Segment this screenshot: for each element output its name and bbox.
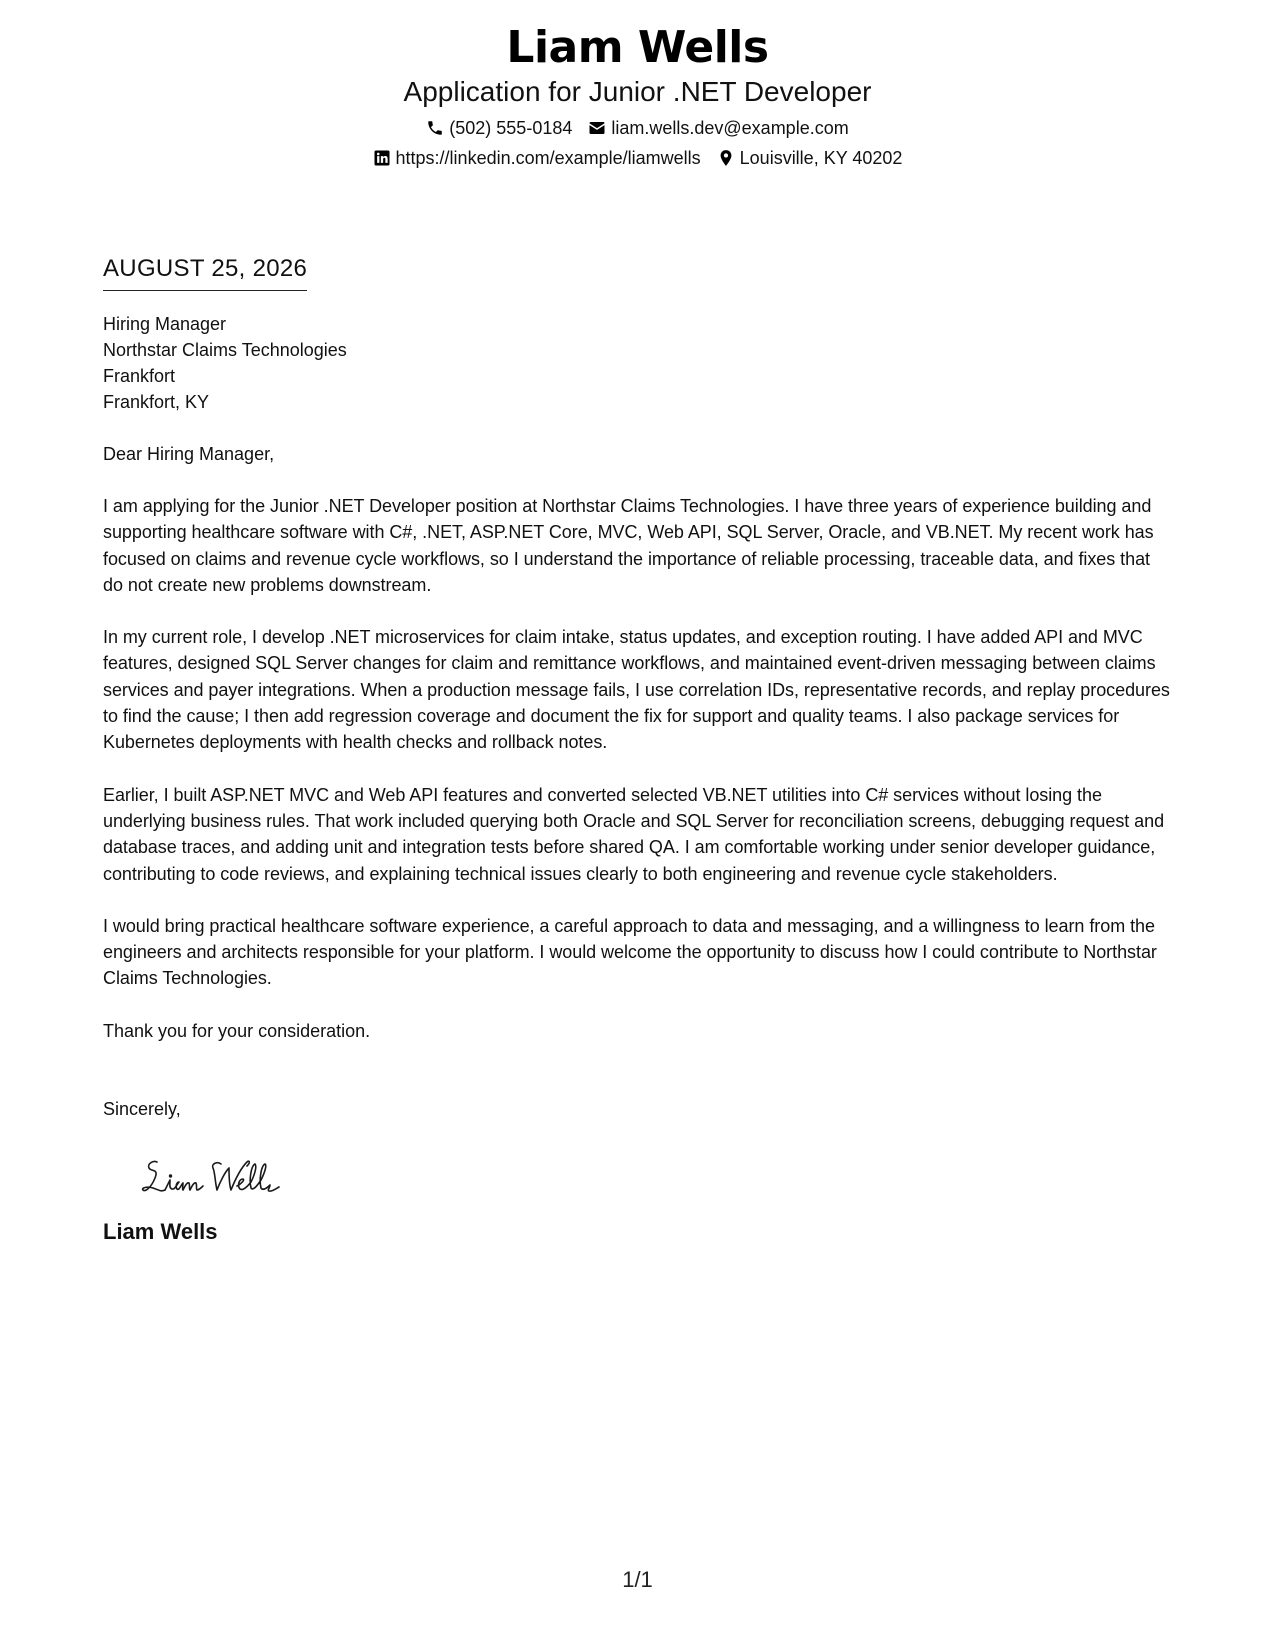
- complimentary-close: Sincerely,: [103, 1098, 181, 1119]
- location-contact: [717, 146, 903, 170]
- recipient-city-state: Frankfort, KY: [103, 392, 210, 412]
- email-address: liam.wells.dev@example.com: [611, 118, 849, 138]
- letter-date: AUGUST 25, 2026: [103, 254, 307, 291]
- paragraph-closing: I would bring practical healthcare software experience, a careful approach to data and messaging, and a willingness to learn from the engineers and architects responsible for your platform. I would welcome the opportunity to discuss how I could contribute to Northstar Claims Technologies.: [103, 915, 1157, 989]
- recipient-company: Northstar Claims Technologies: [103, 340, 347, 360]
- envelope-icon: [588, 119, 606, 137]
- contact-row-secondary: [0, 146, 1275, 170]
- contact-row-primary: [0, 116, 1275, 140]
- recipient-block: [103, 311, 1173, 415]
- recipient-city: Frankfort: [103, 366, 176, 386]
- letter-body: [103, 254, 1173, 1246]
- recipient-title: Hiring Manager: [103, 314, 227, 334]
- salutation: Dear Hiring Manager,: [103, 444, 275, 464]
- thanks-line: Thank you for your consideration.: [103, 1020, 371, 1041]
- paragraph-current-role: In my current role, I develop .NET microservices for claim intake, status updates, and exception routing. I have added API and MVC features, designed SQL Server changes for claim and remittance workflows, and maintained event-driven messaging between claims services and payer integrations. When a production message fails, I use correlation IDs, representative records, and replay procedures to find the cause; I then add regression coverage and document the fix for support and quality teams. I also package services for Kubernetes deployments with health checks and rollback notes.: [103, 627, 1170, 753]
- phone-icon: [426, 119, 444, 137]
- linkedin-icon: [373, 149, 391, 167]
- letter-header: [0, 22, 1275, 170]
- location-text: Louisville, KY 40202: [739, 148, 903, 168]
- linkedin-contact: [373, 146, 701, 170]
- paragraph-intro: I am applying for the Junior .NET Developer position at Northstar Claims Technologies. I have three years of experience building and supporting healthcare software with C#, .NET, ASP.NET Core, MVC, Web API, SQL Server, Oracle, and VB.NET. My recent work has focused on claims and revenue cycle workflows, so I understand the importance of reliable processing, traceable data, and fixes that do not create new problems downstream.: [103, 496, 1154, 595]
- applicant-name: Liam Wells: [506, 22, 769, 73]
- email-contact: [588, 116, 848, 140]
- handwritten-signature: [139, 1152, 329, 1202]
- signer-name: Liam Wells: [103, 1218, 218, 1244]
- phone-number: (502) 555-0184: [449, 118, 573, 138]
- phone-contact: [426, 116, 572, 140]
- linkedin-url[interactable]: https://linkedin.com/example/liamwells: [395, 148, 701, 168]
- page-number: 1/1: [622, 1567, 653, 1592]
- paragraph-earlier-role: Earlier, I built ASP.NET MVC and Web API features and converted selected VB.NET utilities into C# services without losing the underlying business rules. That work included querying both Oracle and SQL Server for reconciliation screens, debugging request and database traces, and adding unit and integration tests before shared QA. I am comfortable working under senior developer guidance, contributing to code reviews, and explaining technical issues clearly to both engineering and revenue cycle stakeholders.: [103, 784, 1165, 884]
- application-title: Application for Junior .NET Developer: [403, 76, 872, 107]
- map-pin-icon: [717, 149, 735, 167]
